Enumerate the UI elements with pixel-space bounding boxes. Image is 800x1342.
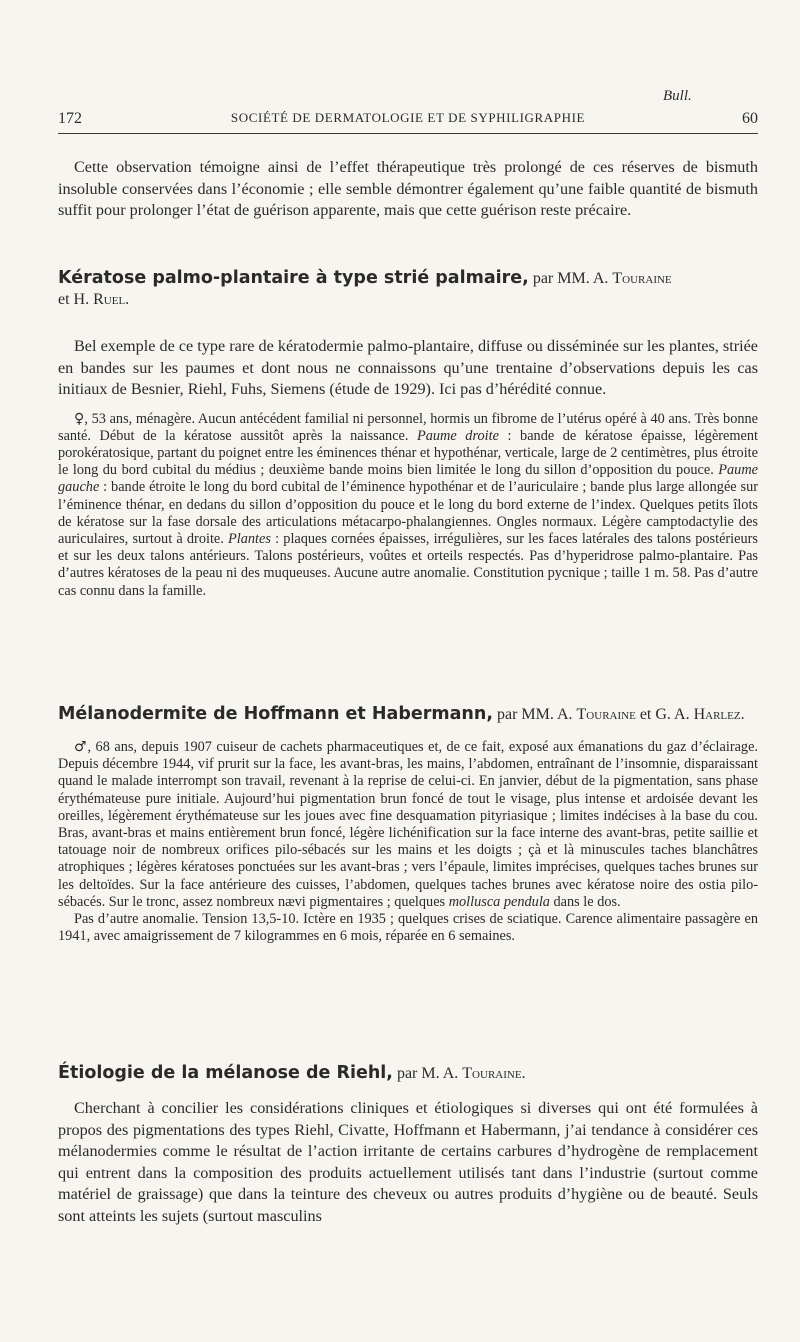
volume-number: 60 bbox=[742, 110, 758, 127]
header-rule bbox=[58, 133, 758, 134]
author-name: Touraine bbox=[612, 270, 672, 287]
author-name: Touraine bbox=[576, 706, 636, 723]
case-text: , 68 ans, depuis 1907 cuiseur de cachets pharmaceutiques et, de ce fait, exposé aux émanations du gaz d’éclairage. Depuis décembre 1944, vif prurit sur la face, les avant-bras, les mains, l’abdomen, entraînant de l’insomnie, disparaissant quand le malade interrompt son travail, revenant à la reprise de celui-ci. En janvier, début de la pigmentation, sans phase érythémateuse pure initiale. Aujourd’hui pigmentation brun foncé de tout le visage, plus intense et ardoisée devant les oreilles, légèrement érythémateuse sur les joues avec fine desquamation pityriasique ; limites indécises à la base du cou. Bras, avant-bras et mains entièrement brun foncé, légère lichénification sur la face interne des avant-bras, petite saillie et tatouage noir de nombreux orifices pilo-sébacés sur les mains et les doigts ; çà et là minuscules taches blanchâtres atrophiques ; légères kératoses ponctuées sur les avant-bras ; vers l’épaule, limites imprécises, quelques taches brunes sur les deltoïdes. Sur la face antérieure des cuisses, l’abdomen, quelques taches brunes avec kératose noire des ostia pilo-sébacés. Sur le tronc, assez nombreux nævi pigmentaires ; quelques bbox=[58, 739, 758, 910]
section-lead: Bel exemple de ce type rare de kératodermie palmo-plantaire, diffuse ou disséminée sur les plantes, striée en bandes sur les paumes et dont nous ne connaissons qu’une trentaine d’observations depuis les cas initiaux de Besnier, Riehl, Fuhs, Siemens (étude de 1929). Ici pas d’hérédité connue. bbox=[58, 337, 758, 398]
section-title: Étiologie de la mélanose de Riehl, bbox=[58, 1063, 393, 1083]
journal-tag: Bull. bbox=[663, 88, 692, 104]
byline-line2: et H. bbox=[58, 291, 94, 308]
case-report-continued: Pas d’autre anomalie. Tension 13,5-10. Ictère en 1935 ; quelques crises de sciatique. Carence alimentaire passagère en 1941, avec amaigrissement de 7 kilogrammes en 6 mois, réparée en 6 semaines. bbox=[58, 911, 758, 945]
male-symbol-icon: ♂ bbox=[74, 739, 88, 755]
author-name: Harlez. bbox=[693, 706, 745, 723]
case-emphasis: Paume gauche bbox=[58, 462, 758, 496]
case-report bbox=[58, 739, 758, 911]
case-text: : plaques cornées épaisses, irrégulières, sur les faces latérales des talons postérieurs et sur les deux talons antérieurs. Talons postérieurs, voûtes et orteils respectés. Pas d’hyperidrose palmo-plantaire. Pas d’autres kératoses de la peau ni des muqueuses. Aucune autre anomalie. Constitution pycnique ; taille 1 m. 58. Pas d’autre cas connu dans la famille. bbox=[58, 530, 758, 599]
section-etiologie bbox=[58, 1063, 758, 1227]
case-text: : bande de kératose épaisse, légèrement porokératosique, partant du poignet entre les éminences thénar et hypothénar, verticale, large de 2 centimètres, plus étroite le long du bord cubital du médius ; deuxième bande moins bien limitée le long du sillon d’opposition du pouce. bbox=[58, 427, 758, 479]
section-keratose bbox=[58, 268, 758, 600]
female-symbol-icon: ♀ bbox=[74, 410, 85, 427]
running-title: SOCIÉTÉ DE DERMATOLOGIE ET DE SYPHILIGRAPHIE bbox=[230, 110, 586, 125]
case-emphasis: Plantes bbox=[228, 530, 271, 547]
author-name: Touraine. bbox=[462, 1065, 526, 1082]
case-emphasis: Paume droite bbox=[417, 427, 499, 444]
running-head bbox=[58, 108, 758, 130]
byline-line2: et G. A. bbox=[635, 706, 694, 723]
section-paragraph: Cherchant à concilier les considérations cliniques et étiologiques si diverses qui ont été formulées à propos des pigmentations des types Riehl, Civatte, Hoffmann et Habermann, j’ai tendance à considérer ces mélanodermies comme le résultat de l’action irritante de certains carbures d’hydrogène de remplacement qui entrent dans la composition des produits actuellement utilisés tant dans l’industrie (surtout comme matériel de graissage) que dans la teinture des cheveux ou autres produits d’hygiène ou de beauté. Seuls sont atteints les sujets (surtout masculins bbox=[58, 1099, 758, 1225]
page-number: 172 bbox=[58, 110, 82, 127]
case-text: : bande étroite le long du bord cubital de l’éminence hypothénar et de l’auriculaire ; bande plus large allongée sur l’éminence thénar, en dedans du sillon d’opposition du pouce et le long du bord externe de l’index. Quelques petits îlots de kératose sur la fase dorsale des articulations métacarpo-phalangiennes. Ongles normaux. Légère camptodactylie des auriculaires, surtout à droite. bbox=[58, 479, 758, 547]
section-title: Kératose palmo-plantaire à type strié palmaire, bbox=[58, 268, 529, 288]
intro-paragraph: Cette observation témoigne ainsi de l’effet thérapeutique très prolongé de ces réserves de bismuth insoluble conservées dans l’économie ; elle semble démontrer également qu’une faible quantité de bismuth suffit pour prolonger l’état de guérison apparente, mais que cette guérison reste précaire. bbox=[58, 158, 758, 219]
section-heading bbox=[58, 268, 758, 310]
case-emphasis: mollusca pendula bbox=[448, 893, 550, 910]
byline-prefix: par M. A. bbox=[392, 1065, 463, 1082]
case-text: , 53 ans, ménagère. Aucun antécédent familial ni personnel, hormis un fibrome de l’utérus opéré à 40 ans. Très bonne santé. Début de la kératose aussitôt après la naissance. bbox=[58, 410, 758, 444]
byline-prefix: par MM. A. bbox=[528, 270, 613, 287]
case-report bbox=[58, 411, 758, 600]
section-heading bbox=[58, 1063, 758, 1084]
author-name: Ruel. bbox=[93, 291, 130, 308]
case-text: dans le dos. bbox=[549, 893, 621, 910]
byline-prefix: par MM. A. bbox=[492, 706, 577, 723]
section-title: Mélanodermite de Hoffmann et Habermann, bbox=[58, 704, 493, 724]
section-melanodermite bbox=[58, 704, 758, 945]
section-heading bbox=[58, 704, 758, 725]
intro-block bbox=[58, 157, 758, 222]
